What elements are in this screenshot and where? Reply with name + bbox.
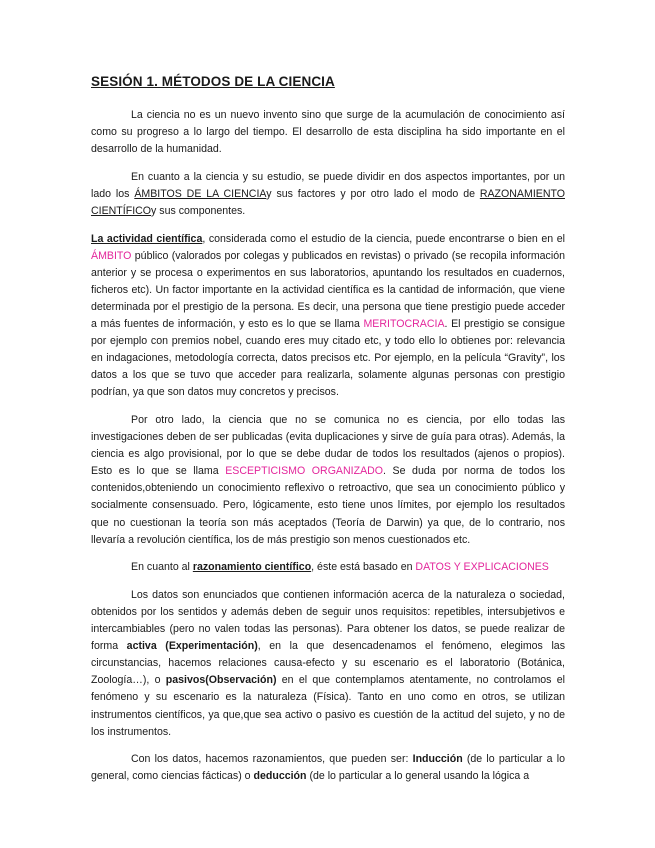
term-pasivos: pasivos(Observación) xyxy=(165,674,277,687)
term-induccion: Inducción xyxy=(412,753,463,766)
text: en el que contemplamos atentamente, no controlamos el fenómeno y su escenario es la naturaleza (Física). Tanto en uno como en otros, se utilizan instrumentos científicos, ya que,que sea activo o pasivo es cuestión de la actitud del sujeto, y no de los instrumentos. xyxy=(91,674,565,738)
text: Los datos son enunciados que contienen información acerca de la naturaleza o sociedad, obtenidos por los sentidos y además deben de seguir unos requisitos: repetibles, intersubjetivos e intercambiables (pero no valen todas las personas). Para obtener los datos, se puede realizar de forma xyxy=(91,588,565,653)
text: . El prestigio se consigue por ejemplo con premios nobel, cuando eres muy citado etc, y todo ello lo obtienes por: relevancia en indagaciones, metodología correcta, datos precisos etc. Por ejemplo, en la película “Gravity”, los datos a los que se tuvo que acceder para realizarla, solamente algunas personas con prestigio podrían, ya que son datos muy concretos y precisos. xyxy=(91,318,565,399)
paragraph-aspects xyxy=(91,169,565,220)
paragraph-intro: La ciencia no es un nuevo invento sino que surge de la acumulación de conocimiento así como su progreso a lo largo del tiempo. El desarrollo de esta disciplina ha sido importante en el desarrollo de la humanidad. xyxy=(91,109,565,156)
term-razonamiento: RAZONAMIENTO CIENTÍFICO xyxy=(91,187,565,217)
text: (de lo particular a lo general usando la lógica a xyxy=(306,770,530,783)
term-actividad: La actividad científica xyxy=(91,232,203,245)
text: En cuanto a la ciencia y su estudio, se puede dividir en dos aspectos importantes, por un lado los xyxy=(91,170,565,200)
term-escepticismo: ESCEPTICISMO ORGANIZADO xyxy=(225,465,384,478)
text: (de lo particular a lo general, como ciencias fácticas) o xyxy=(91,753,565,783)
paragraph-razonamiento xyxy=(91,559,565,576)
term-datos: DATOS Y EXPLICACIONES xyxy=(415,561,549,574)
text: público (valorados por colegas y publicados en revistas) o privado (se recopila información anterior y se procesa o experimentos en sus laboratorios, apuntando los resultados en cuadernos, ficheros etc). Un factor importante en la actividad científica es la cantidad de información, que viene determinada por el prestigio de la persona. Es decir, una persona que tiene prestigio puede acceder a más fuentes de información, y esto es lo que se llama xyxy=(91,249,565,331)
text: y sus factores y por otro lado el modo de xyxy=(266,187,480,200)
paragraph-escepticismo xyxy=(91,412,565,549)
term-deduccion: deducción xyxy=(253,770,307,783)
paragraph-datos xyxy=(91,587,565,741)
term-ambito: ÁMBITO xyxy=(91,249,132,262)
text: En cuanto al xyxy=(131,561,193,574)
term-ambitos: ÁMBITOS DE LA CIENCIA xyxy=(134,187,267,200)
text: , éste está basado en xyxy=(311,561,416,574)
term-activa: activa (Experimentación) xyxy=(126,640,258,653)
paragraph-induccion xyxy=(91,751,565,785)
section-title: SESIÓN 1. MÉTODOS DE LA CIENCIA xyxy=(91,74,335,89)
text: , en la que desencadenamos el fenómeno, elegimos las circunstancias, hacemos relaciones causa-efecto y su escenario es el laboratorio (Botánica, Zoología…), o xyxy=(91,640,565,687)
text: , considerada como el estudio de la ciencia, puede encontrarse o bien en el xyxy=(202,232,565,245)
text: Con los datos, hacemos razonamientos, que pueden ser: xyxy=(131,753,413,766)
text: . Se duda por norma de todos los contenidos,obteniendo un conocimiento reflexivo o retroactivo, que sea un conocimiento público y socialmente consensuado. Pero, lógicamente, esto tiene unos límites, por ejemplo los resultados que no cuestionan la teoría son más aceptados (Teoría de Darwin) ya que, de lo contrario, nos llevaría a revolución científica, los de más prestigio son menos cuestionados etc. xyxy=(91,465,566,546)
term-razonamiento-cientifico: razonamiento científico xyxy=(192,561,312,574)
text: y sus componentes. xyxy=(151,204,246,217)
term-meritocracia: MERITOCRACIA xyxy=(363,318,445,331)
paragraph-actividad xyxy=(91,231,565,402)
text: Por otro lado, la ciencia que no se comunica no es ciencia, por ello todas las investigaciones deben de ser publicadas (evita duplicaciones y sirve de guía para otras). Además, la ciencia es algo provisional, por lo que se debe dudar de todos los resultados (ajenos o propios). Esto es lo que se llama xyxy=(91,414,565,478)
